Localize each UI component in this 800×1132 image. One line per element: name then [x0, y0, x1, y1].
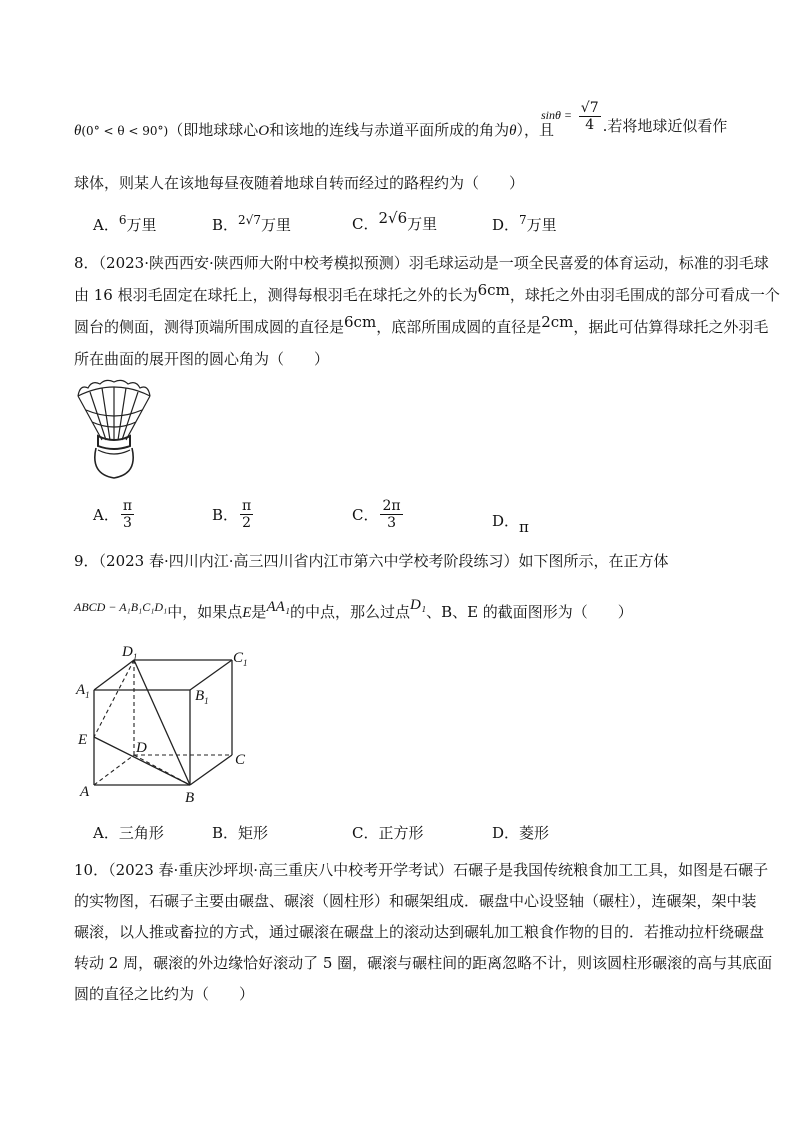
q8-line1: 8．（2023·陕西西安·陕西师大附中校考模拟预测）羽毛球运动是一项全民喜爱的体育运动，标准的羽毛球: [74, 254, 769, 272]
theta-range: (0° < θ < 90°): [81, 124, 169, 138]
label-B1: $B_1$: [195, 688, 209, 706]
option-numerator: π: [122, 498, 133, 514]
label-B: B: [185, 790, 195, 806]
option-unit: 万里: [126, 216, 157, 234]
option-value: 2√7: [238, 213, 261, 227]
q7-text-b: 和该地的连线与赤道平面所成的角为: [269, 121, 510, 139]
q7-option-d[interactable]: [492, 213, 557, 235]
option-text: 三角形: [118, 824, 164, 842]
q10-line1: 10．（2023 春·重庆沙坪坝·高三重庆八中校考开学考试）石碾子是我国传统粮食加工工具，如图是石碾子: [74, 861, 769, 879]
q10-line2: 的实物图，石碾子主要由碾盘、碾滚（圆柱形）和碾架组成．碾盘中心设竖轴（碾柱），连碾架，架中装: [74, 892, 757, 910]
q7-text-c: ），且: [516, 121, 554, 139]
q8-option-a[interactable]: [93, 498, 136, 531]
q8-text-e: ，据此可估算得球托之外羽毛: [573, 318, 769, 336]
edge-A1D1: [94, 660, 134, 690]
option-label: D．: [492, 216, 520, 234]
option-text: 菱形: [519, 824, 550, 842]
option-label: B．: [212, 824, 239, 842]
q7-line1: [74, 120, 554, 141]
q9-line2: [74, 597, 633, 623]
point-E: E: [242, 605, 252, 621]
feather-shafts: [78, 387, 150, 440]
label-A1: $A_1$: [76, 682, 90, 700]
q8-option-d[interactable]: [492, 510, 529, 536]
q10-line5: 圆的直径之比约为（ ）: [74, 985, 255, 1003]
q8-line4: 所在曲面的展开图的圆心角为（ ）: [74, 350, 330, 368]
cube-figure: [72, 640, 272, 810]
option-fraction: [121, 498, 134, 531]
hidden-section-D1E: [94, 660, 134, 737]
q8-line2: [74, 281, 780, 305]
label-D: D: [136, 740, 147, 756]
q9-option-b[interactable]: [212, 822, 268, 843]
label-E: E: [78, 732, 88, 748]
center-O: O: [258, 123, 270, 139]
option-fraction: [240, 498, 253, 531]
section-D1B: [134, 660, 190, 785]
q9-text-a: 中，如果点: [167, 603, 243, 621]
option-label: B．: [212, 506, 239, 524]
hidden-edge-AD: [94, 755, 134, 785]
label-D1: $D_1$: [122, 644, 138, 662]
label-C1: $C_1$: [233, 650, 248, 668]
option-label: D．: [492, 824, 520, 842]
top-diameter: 6cm: [344, 313, 377, 331]
bottom-diameter: 2cm: [541, 313, 574, 331]
q8-text-c: 圆台的侧面，测得顶端所围成圆的直径是: [74, 318, 345, 336]
option-numerator: π: [242, 498, 252, 514]
edge-BC: [190, 755, 232, 785]
q9-text-d: 、B、E 的截面图形为（ ）: [426, 603, 633, 621]
option-label: A．: [93, 824, 119, 842]
theta-symbol: θ: [74, 123, 82, 139]
q8-text-d: ，底部所围成圆的直径是: [376, 318, 542, 336]
feather-length: 6cm: [477, 281, 510, 299]
option-label: A．: [93, 506, 119, 524]
option-text: 矩形: [238, 824, 269, 842]
option-denominator: 2: [240, 514, 253, 531]
sin-denominator: 4: [585, 117, 595, 133]
q9-option-c[interactable]: [352, 822, 424, 843]
q8-text-b: ，球托之外由羽毛围成的部分可看成一个: [509, 286, 780, 304]
q9-option-d[interactable]: [492, 822, 549, 843]
option-numerator: 2π: [382, 498, 401, 514]
option-denominator: 3: [380, 514, 402, 531]
option-label: B．: [212, 216, 239, 234]
option-fraction: [380, 498, 402, 531]
option-unit: 万里: [260, 216, 291, 234]
label-C: C: [235, 752, 246, 768]
q7-option-c[interactable]: [352, 209, 438, 234]
label-A: A: [80, 784, 90, 800]
option-denominator: 3: [121, 514, 134, 531]
q9-text-b: 是: [251, 603, 267, 621]
cork-line: [98, 450, 130, 454]
q7-text-d: .若将地球近似看作: [602, 116, 728, 135]
q8-option-b[interactable]: [212, 498, 255, 531]
sin-fraction: [579, 100, 601, 133]
cork-base: [95, 448, 133, 478]
q8-option-c[interactable]: [352, 498, 405, 531]
option-text: 正方形: [378, 824, 424, 842]
option-value: 7: [519, 213, 527, 227]
q7-line2: 球体，则某人在该地每昼夜随着地球自转而经过的路程约为（ ）: [74, 174, 525, 192]
q7-text-a: （即地球球心: [168, 121, 259, 139]
q10-line4: 转动 2 周，碾滚的外边缘恰好滚动了 5 圈，碾滚与碾柱间的距离忽略不计，则该圆柱形碾滚的高与其底面: [74, 954, 773, 972]
option-unit: 万里: [407, 215, 438, 233]
q9-line1: 9．（2023 春·四川内江·高三四川省内江市第六中学校考阶段练习）如下图所示，在正方体: [74, 552, 669, 570]
q9-option-a[interactable]: [93, 822, 164, 843]
segment-AA1: AA₁: [266, 599, 290, 615]
option-value: π: [519, 518, 529, 536]
theta-symbol-2: θ: [509, 123, 517, 139]
q8-text-a: 由 16 根羽毛固定在球托上，测得每根羽毛在球托之外的长为: [74, 286, 478, 304]
option-label: C．: [352, 506, 379, 524]
option-label: D．: [492, 512, 520, 530]
option-label: C．: [352, 824, 379, 842]
shuttlecock-figure: [74, 378, 154, 488]
sin-formula: [541, 100, 727, 133]
q9-text-c: 的中点，那么过点: [289, 603, 410, 621]
option-value: 6: [118, 213, 127, 227]
option-value: 2√6: [378, 209, 408, 227]
sin-numerator: √7: [580, 100, 599, 116]
q7-option-a[interactable]: [93, 213, 157, 235]
option-label: A．: [93, 216, 119, 234]
point-D1: D₁: [410, 597, 427, 613]
q7-option-b[interactable]: [212, 213, 291, 235]
cube-name: ABCD − A₁B₁C₁D₁: [74, 600, 168, 614]
edge-B1C1: [190, 660, 232, 690]
option-label: C．: [352, 215, 379, 233]
q8-line3: [74, 313, 769, 337]
sin-lhs: sinθ =: [541, 108, 572, 122]
option-unit: 万里: [526, 216, 557, 234]
q10-line3: 碾滚，以人推或畜拉的方式，通过碾滚在碾盘上的滚动达到碾轧加工粮食作物的目的．若推动拉杆绕碾盘: [74, 923, 765, 941]
